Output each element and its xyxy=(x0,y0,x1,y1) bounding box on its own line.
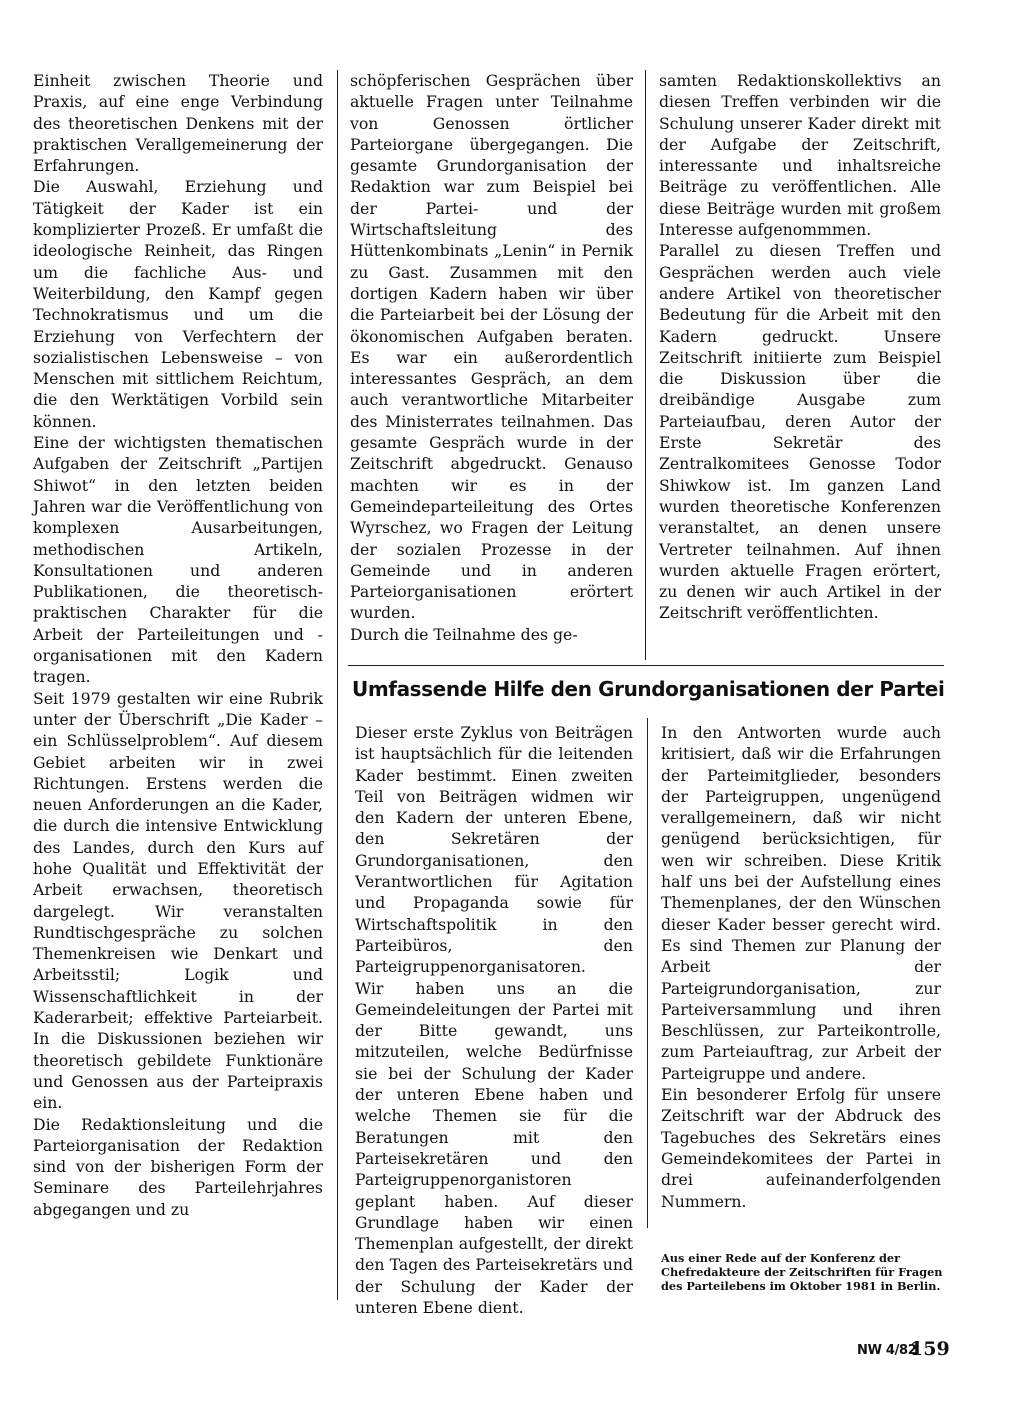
paragraph: Eine der wichtigsten thematischen Aufgaben der Zeitschrift „Partijen Shiwot“ in den letzten beiden Jahren war die Veröffentlichung von komplexen Ausarbeitungen, methodischen Artikeln, Konsultationen und anderen Publikationen, die theoretisch-praktischen Charakter für die Arbeit der Parteileitungen und -organisationen mit den Kadern tragen. xyxy=(33,433,323,687)
paragraph: Seit 1979 gestalten wir eine Rubrik unter der Überschrift „Die Kader – ein Schlüsselproblem“. Auf diesem Gebiet arbeiten wir in zwei Richtungen. Erstens werden die neuen Anforderungen an die Kader, die durch die intensive Entwicklung des Landes, durch den Kurs auf hohe Qualität und Effektivität der Arbeit erwachsen, theoretisch dargelegt. Wir veranstalten Rundtischgespräche zu solchen Themenkreisen wie Denkart und Arbeitsstil; Logik und Wissenschaftlichkeit in der Kaderarbeit; effektive Parteiarbeit. In die Diskussionen beziehen wir theoretisch gebildete Funktionäre und Genossen aus der Parteipraxis ein. xyxy=(33,688,323,1113)
column-5 xyxy=(661,722,941,1212)
paragraph: Die Redaktionsleitung und die Parteiorganisation der Redaktion sind von der bisherigen Form der Seminare des Parteilehrjahres abgegangen und zu xyxy=(33,1114,323,1219)
paragraph: Dieser erste Zyklus von Beiträgen ist hauptsächlich für die leitenden Kader bestimmt. Einen zweiten Teil von Beiträgen widmen wir den Kadern der unteren Ebene, den Sekretären der Grundorganisationen, den Verantwortlichen für Agitation und Propaganda sowie für Wirtschaftspolitik in den Parteibüros, den Parteigruppenorganisatoren. xyxy=(355,723,633,977)
issue-label: NW 4/82 xyxy=(857,1343,917,1358)
column-3 xyxy=(659,70,941,624)
paragraph: samten Redaktionskollektivs an diesen Treffen verbinden wir die Schulung unserer Kader direkt mit der Aufgabe der Zeitschrift, interessante und inhaltsreiche Beiträge zu veröffentlichen. Alle diese Beiträge wurden mit großem Interesse aufgenommmen. xyxy=(659,71,941,240)
paragraph: Wir haben uns an die Gemeindeleitungen der Partei mit der Bitte gewandt, uns mitzuteilen, welche Bedürfnisse sie bei der Schulung der Kader der unteren Ebene haben und welche Themen sie für die Beratungen mit den Parteisekretären und den Parteigruppenorganistoren geplant haben. Auf dieser Grundlage haben wir einen Themenplan aufgestellt, der direkt den Tagen des Parteisekretärs und der Schulung der Kader der unteren Ebene dient. xyxy=(355,978,633,1318)
paragraph: In den Antworten wurde auch kritisiert, daß wir die Erfahrungen der Parteimitglieder, besonders der Parteigruppen, ungenügend verallgemeinern, daß wir nicht genügend berücksichtigen, für wen wir schreiben. Diese Kritik half uns bei der Aufstellung eines Themenplanes, der den Wünschen dieser Kader besser gerecht wird. Es sind Themen zur Planung der Arbeit der Parteigrundorganisation, zur Parteiversammlung und ihren Beschlüssen, zur Parteikontrolle, zum Parteiauftrag, zur Arbeit der Parteigruppe und andere. xyxy=(661,723,941,1083)
column-divider-2 xyxy=(645,70,646,660)
column-divider-1 xyxy=(337,70,338,1300)
heading-rule xyxy=(348,665,944,666)
page-number: 159 xyxy=(910,1338,950,1360)
column-1 xyxy=(33,70,323,1220)
paragraph: Die Auswahl, Erziehung und Tätigkeit der Kader ist ein komplizierter Prozeß. Er umfaßt die ideologische Reinheit, das Ringen um die fachliche Aus- und Weiterbildung, den Kampf gegen Technokratismus und um die Erziehung von Verfechtern der sozialistischen Lebensweise – von Menschen mit sittlichem Reichtum, die den Werktätigen Vorbild sein können. xyxy=(33,177,323,431)
paragraph: Einheit zwischen Theorie und Praxis, auf eine enge Verbindung des theoretischen Denkens mit der praktischen Verallgemeinerung der Erfahrungen. xyxy=(33,71,323,176)
paragraph: Durch die Teilnahme des ge- xyxy=(350,624,578,644)
section-heading: Umfassende Hilfe den Grundorganisationen der Partei xyxy=(352,677,945,701)
paragraph: schöpferischen Gesprächen über aktuelle Fragen unter Teilnahme von Genossen örtlicher Parteiorgane übergegangen. Die gesamte Grundorganisation der Redaktion war zum Beispiel bei der Partei- und der Wirtschaftsleitung des Hüttenkombinats „Lenin“ in Pernik zu Gast. Zusammen mit den dortigen Kadern haben wir über die Parteiarbeit bei der Lösung der ökonomischen Aufgaben beraten. Es war ein außerordentlich interessantes Gespräch, an dem auch verantwortliche Mitarbeiter des Ministerrates teilnahmen. Das gesamte Gespräch wurde in der Zeitschrift abgedruckt. Genauso machten wir es in der Gemeindeparteileitung des Ortes Wyrschez, wo Fragen der Leitung der sozialen Prozesse in der Gemeinde und in anderen Parteiorganisationen erörtert wurden. xyxy=(350,71,633,623)
column-divider-3 xyxy=(647,718,648,1228)
paragraph: Ein besonderer Erfolg für unsere Zeitschrift war der Abdruck des Tagebuches des Sekretärs eines Gemeindekomitees der Partei in drei aufeinanderfolgenden Nummern. xyxy=(661,1085,941,1211)
source-note: Aus einer Rede auf der Konferenz der Chefredakteure der Zeitschriften für Fragen des Parteilebens im Oktober 1981 in Berlin. xyxy=(661,1251,943,1294)
column-2 xyxy=(350,70,633,645)
paragraph: Parallel zu diesen Treffen und Gesprächen werden auch viele andere Artikel von theoretischer Bedeutung für die Arbeit mit den Kadern gedruckt. Unsere Zeitschrift initiierte zum Beispiel die Diskussion über die dreibändige Ausgabe zum Parteiaufbau, deren Autor der Erste Sekretär des Zentralkomitees Genosse Todor Shiwkow ist. Im ganzen Land wurden theoretische Konferenzen veranstaltet, an denen unsere Vertreter teilnahmen. Auf ihnen wurden aktuelle Fragen erörtert, zu denen wir auch Artikel in der Zeitschrift veröffentlichten. xyxy=(659,241,941,623)
column-4 xyxy=(355,722,633,1318)
